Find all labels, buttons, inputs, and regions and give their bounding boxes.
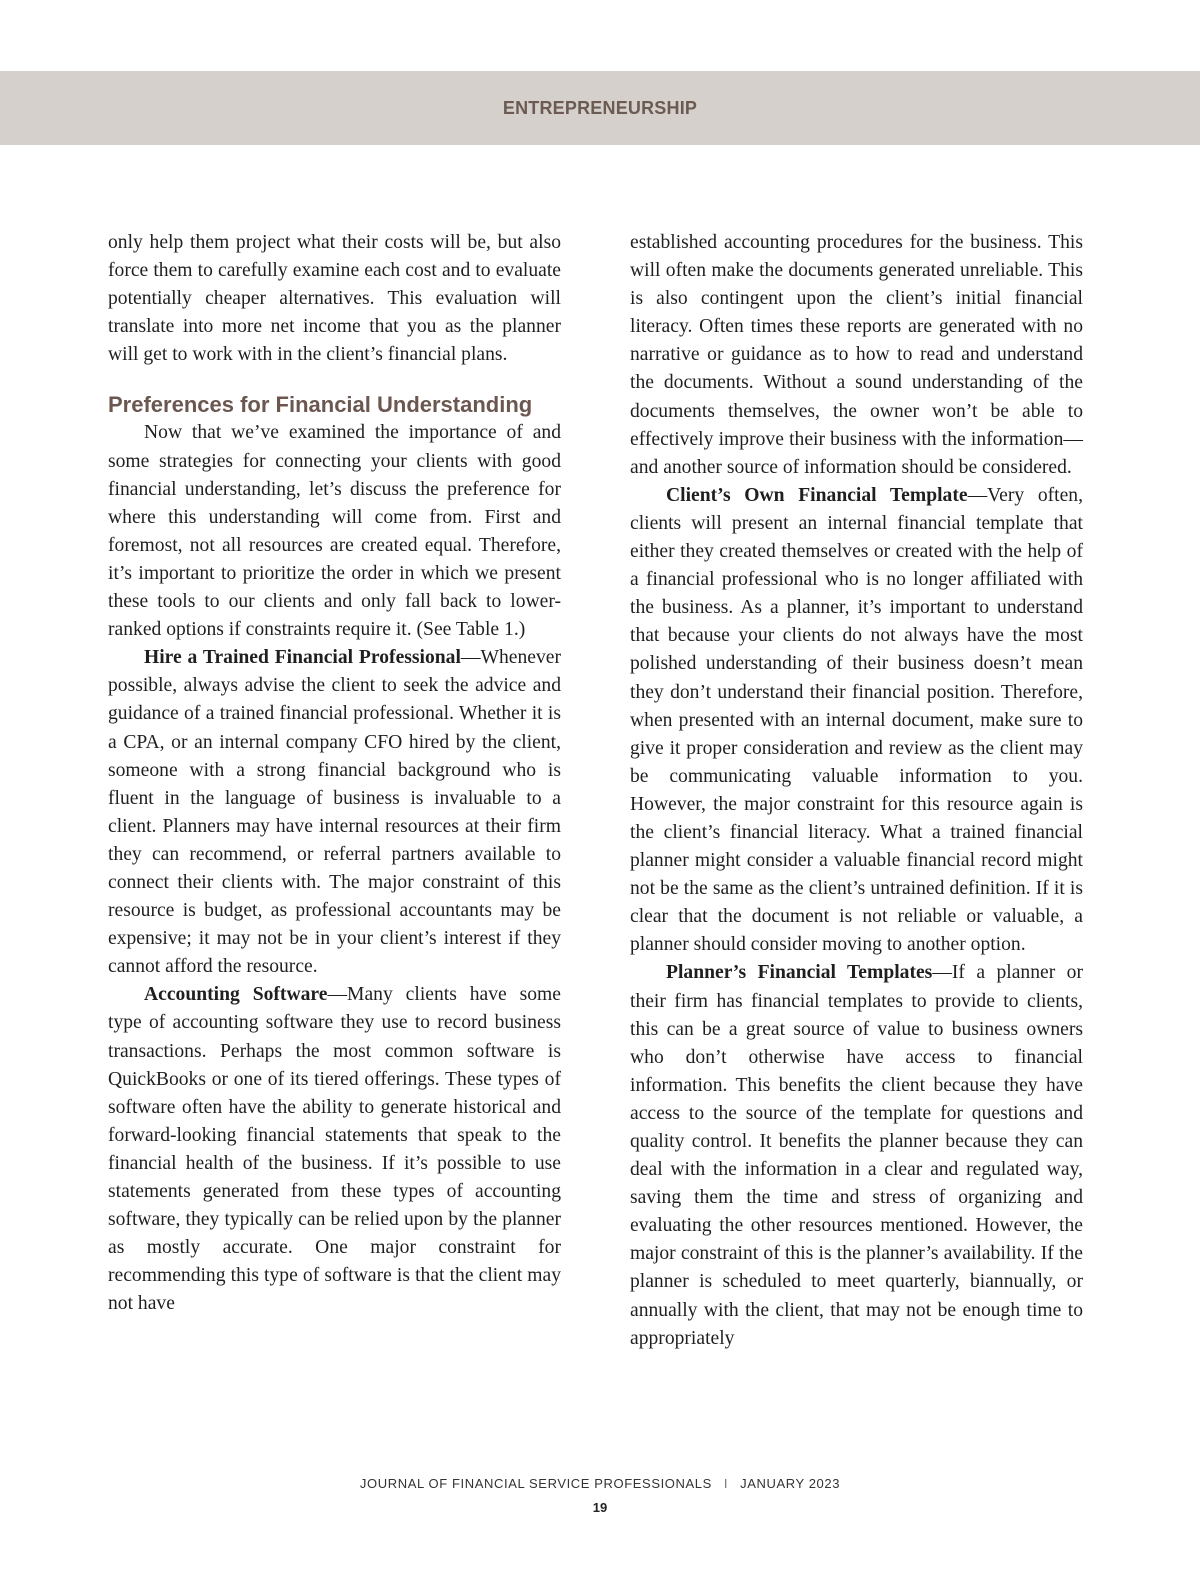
paragraph-body: —Very often, clients will present an internal financial template that either they created themselves or created with the help of a financial professional who is no longer affiliated with the business. As a planner, it’s important to understand that because your clients do not always have the most polished understanding of their business doesn’t mean they don’t understand their financial position. Therefore, when presented with an internal document, make sure to give it proper consideration and review as the client may be communicating valuable information to you. However, the major constraint for this resource again is the client’s financial literacy. What a trained financial planner might consider a valuable financial record might not be the same as the client’s untrained definition. If it is clear that the document is not reliable or valuable, a planner should consider moving to another option. — [630, 484, 1083, 956]
run-in-heading: Client’s Own Financial Template — [666, 484, 968, 506]
issue-date: JANUARY 2023 — [740, 1476, 841, 1491]
paragraph-body: —Many clients have some type of accounting software they use to record business transactions. Perhaps the most common software is QuickBooks or one of its tiered offerings. These types of software often have the ability to generate historical and forward-looking financial statements that speak to the financial health of the business. If it’s possible to use statements generated from these types of accounting software, they typically can be relied upon by the planner as mostly accurate. One major constraint for recommending this type of software is that the client may not have — [108, 984, 561, 1315]
paragraph-body: —If a planner or their firm has financial templates to provide to clients, this can be a great source of value to business owners who don’t otherwise have access to financial information. This benefits the client because they have access to the source of the template for questions and quality control. It benefits the planner because they can deal with the information in a clear and regulated way, saving them the time and stress of organizing and evaluating the other resources mentioned. However, the major constraint of this is the planner’s availability. If the planner is scheduled to meet quarterly, biannually, or annually with the client, that may not be enough time to appropriately — [630, 962, 1083, 1349]
footer-separator: I — [723, 1476, 729, 1491]
left-column — [108, 229, 561, 1318]
paragraph: established accounting procedures for the business. This will often make the documents generated unreliable. This is also contingent upon the client’s initial financial literacy. Often times these reports are generated with no narrative or guidance as to how to read and understand the documents. Without a sound understanding of the documents themselves, the owner won’t be able to effectively improve their business with the information—and another source of information should be considered. — [630, 232, 1083, 478]
paragraph — [630, 482, 1083, 960]
paragraph — [108, 981, 561, 1318]
footer — [0, 1476, 1200, 1491]
paragraph — [108, 644, 561, 981]
section-heading: Preferences for Financial Understanding — [108, 392, 533, 418]
right-column — [630, 229, 1083, 1353]
run-in-heading: Hire a Trained Financial Professional — [144, 647, 461, 669]
paragraph: Now that we’ve examined the importance of and some strategies for connecting your clients with good financial understanding, let’s discuss the preference for where this understanding will come from. First and foremost, not all resources are created equal. Therefore, it’s important to prioritize the order in which we present these tools to our clients and only fall back to lower-ranked options if constraints require it. (See Table 1.) — [108, 422, 561, 641]
run-in-heading: Accounting Software — [144, 984, 328, 1006]
section-label: ENTREPRENEURSHIP — [502, 98, 698, 118]
paragraph: only help them project what their costs will be, but also force them to carefully examine each cost and to evaluate potentially cheaper alternatives. This evaluation will translate into more net income that you as the planner will get to work with in the client’s financial plans. — [108, 232, 561, 366]
page-number: 19 — [592, 1500, 608, 1515]
paragraph — [630, 959, 1083, 1352]
run-in-heading: Planner’s Financial Templates — [666, 962, 933, 984]
journal-title: JOURNAL OF FINANCIAL SERVICE PROFESSIONALS — [359, 1476, 712, 1491]
paragraph-body: —Whenever possible, always advise the client to seek the advice and guidance of a trained financial professional. Whether it is a CPA, or an internal company CFO hired by the client, someone with a strong financial background who is fluent in the language of business is invaluable to a client. Planners may have internal resources at their firm they can recommend, or referral partners available to connect their clients with. The major constraint of this resource is budget, as professional accountants may be expensive; it may not be in your client’s interest if they cannot afford the resource. — [108, 647, 561, 978]
